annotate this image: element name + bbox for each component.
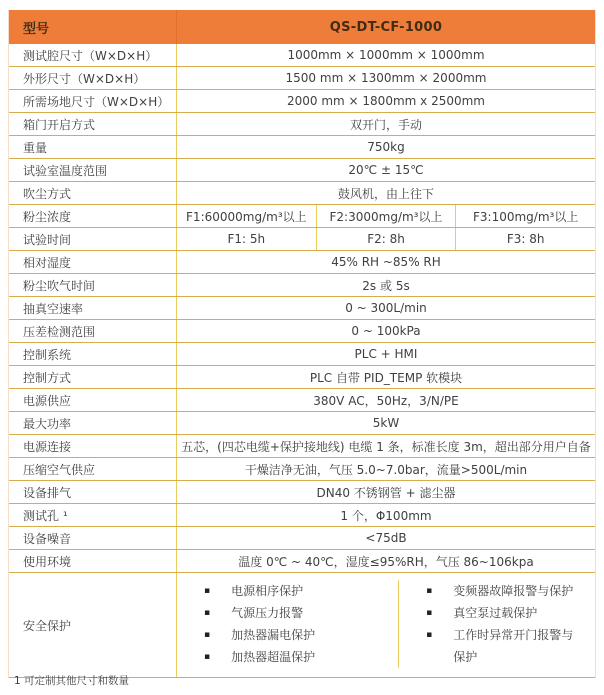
row-value: <75dB (365, 531, 407, 545)
row-value-area (177, 343, 595, 365)
table-row (9, 389, 595, 412)
spec-table-body (9, 44, 595, 678)
table-row (9, 67, 595, 90)
row-value: F2:3000mg/m³以上 (316, 205, 456, 227)
bullet-square-icon: ▪ (426, 608, 433, 618)
row-value: 0 ~ 100kPa (351, 324, 421, 338)
spec-table (8, 10, 596, 678)
row-value: 20℃ ± 15℃ (348, 163, 424, 177)
row-value-area (177, 67, 595, 89)
row-value: 1500 mm × 1300mm × 2000mm (285, 71, 487, 85)
row-value: F2: 8h (316, 228, 456, 250)
row-value: F3:100mg/m³以上 (455, 205, 595, 227)
bullet-text: 加热器超温保护 (231, 650, 316, 664)
table-row (9, 228, 595, 251)
row-value-area (177, 527, 595, 549)
row-value-area (177, 481, 595, 503)
table-row (9, 90, 595, 113)
bullet-square-icon: ▪ (204, 630, 211, 640)
header-model-label: 型号 (9, 10, 177, 44)
table-row (9, 205, 595, 228)
bullet-text: 气源压力报警 (231, 606, 304, 620)
row-value: 1 个，Φ100mm (340, 508, 432, 523)
table-row (9, 343, 595, 366)
row-value: F1: 5h (227, 232, 266, 246)
table-row (9, 159, 595, 182)
row-value-area (177, 550, 595, 572)
table-row (9, 527, 595, 550)
row-value: 750kg (367, 140, 405, 154)
row-value: PLC 自带 PID_TEMP 软模块 (309, 370, 463, 385)
row-value-area (177, 182, 595, 204)
row-value: 温度 0℃ ~ 40℃，湿度≤95%RH，气压 86~106kpa (238, 554, 534, 569)
bullet-square-icon: ▪ (426, 630, 433, 640)
row-label: 压差检测范围 (9, 320, 177, 342)
table-row (9, 435, 595, 458)
row-value: 2000 mm × 1800mm x 2500mm (287, 94, 485, 108)
bullet-item (399, 602, 595, 624)
row-value: 鼓风机，由上往下 (337, 186, 434, 201)
row-label: 测试孔 ¹ (9, 504, 177, 526)
bullet-column (398, 580, 595, 668)
row-value: 5kW (372, 416, 400, 430)
row-value-area (177, 274, 595, 296)
table-header-row (9, 10, 595, 44)
row-label: 控制系统 (9, 343, 177, 365)
row-value-area (177, 389, 595, 411)
bullet-square-icon: ▪ (204, 586, 211, 596)
row-value: DN40 不锈钢管 + 滤尘器 (316, 485, 456, 500)
row-label: 电源供应 (9, 389, 177, 411)
row-value: 45% RH ~85% RH (331, 255, 441, 269)
table-row (9, 44, 595, 67)
table-row (9, 573, 595, 678)
row-label: 试验时间 (9, 228, 177, 250)
table-row (9, 550, 595, 573)
header-model-value: QS-DT-CF-1000 (329, 19, 443, 35)
table-row (9, 136, 595, 159)
row-value: PLC + HMI (354, 347, 418, 361)
row-label: 抽真空速率 (9, 297, 177, 319)
row-value: F3: 8h (455, 228, 595, 250)
row-label: 吹尘方式 (9, 182, 177, 204)
row-label: 最大功率 (9, 412, 177, 434)
row-value: 380V AC，50Hz，3/N/PE (313, 393, 459, 408)
row-label: 压缩空气供应 (9, 458, 177, 480)
table-row (9, 458, 595, 481)
bullet-column (177, 580, 398, 668)
row-value-area (177, 113, 595, 135)
bullet-text: 变频器故障报警与保护 (453, 584, 574, 598)
bullet-item (177, 602, 398, 624)
row-value-area (177, 136, 595, 158)
row-value: 0 ~ 300L/min (345, 301, 427, 315)
row-value-area (177, 228, 595, 250)
bullet-square-icon: ▪ (204, 608, 211, 618)
row-label: 试验室温度范围 (9, 159, 177, 181)
bullet-text: 工作时异常开门报警与保护 (453, 628, 574, 664)
row-label: 粉尘吹气时间 (9, 274, 177, 296)
bullet-square-icon: ▪ (426, 586, 433, 596)
row-value-area (177, 159, 595, 181)
bullet-item (399, 624, 595, 668)
row-value: 1000mm × 1000mm × 1000mm (287, 48, 485, 62)
row-value-area (177, 412, 595, 434)
row-label: 使用环境 (9, 550, 177, 572)
bullet-text: 加热器漏电保护 (231, 628, 316, 642)
row-value: F1:60000mg/m³以上 (186, 209, 307, 224)
table-row (9, 412, 595, 435)
row-value-area (177, 458, 595, 480)
row-value: 双开门，手动 (349, 117, 422, 132)
row-label: 电源连接 (9, 435, 177, 457)
bullet-item (177, 580, 398, 602)
row-label: 设备排气 (9, 481, 177, 503)
row-value: 2s 或 5s (362, 278, 410, 293)
row-label: 安全保护 (9, 573, 177, 677)
table-row (9, 481, 595, 504)
table-row (9, 251, 595, 274)
row-label: 粉尘浓度 (9, 205, 177, 227)
row-value: 五芯，(四芯电缆+保护接地线) 电缆 1 条，标准长度 3m，超出部分用户自备 (181, 439, 591, 454)
row-value-area (177, 573, 595, 677)
row-label: 相对湿度 (9, 251, 177, 273)
row-value-area (177, 297, 595, 319)
row-value-area (177, 205, 595, 227)
row-label: 设备噪音 (9, 527, 177, 549)
table-row (9, 297, 595, 320)
bullet-square-icon: ▪ (204, 652, 211, 662)
table-row (9, 113, 595, 136)
bullet-item (177, 646, 398, 668)
row-value-area (177, 90, 595, 112)
bullet-text: 电源相序保护 (231, 584, 304, 598)
table-row (9, 274, 595, 297)
row-value-area (177, 504, 595, 526)
table-row (9, 504, 595, 527)
row-label: 箱门开启方式 (9, 113, 177, 135)
row-label: 控制方式 (9, 366, 177, 388)
row-value-area (177, 320, 595, 342)
row-value-area (177, 44, 595, 66)
row-label: 测试腔尺寸（W×D×H） (9, 44, 177, 66)
table-row (9, 366, 595, 389)
row-label: 外形尺寸（W×D×H） (9, 67, 177, 89)
table-row (9, 182, 595, 205)
bullet-item (399, 580, 595, 602)
bullet-text: 真空泵过载保护 (453, 606, 538, 620)
row-value-area (177, 366, 595, 388)
row-value-area (177, 435, 595, 457)
row-label: 所需场地尺寸（W×D×H） (9, 90, 177, 112)
row-label: 重量 (9, 136, 177, 158)
row-value: 干燥洁净无油，气压 5.0~7.0bar，流量>500L/min (244, 462, 528, 477)
row-value-area (177, 251, 595, 273)
table-row (9, 320, 595, 343)
footnote: 1 可定制其他尺寸和数量 (14, 675, 130, 687)
bullet-item (177, 624, 398, 646)
